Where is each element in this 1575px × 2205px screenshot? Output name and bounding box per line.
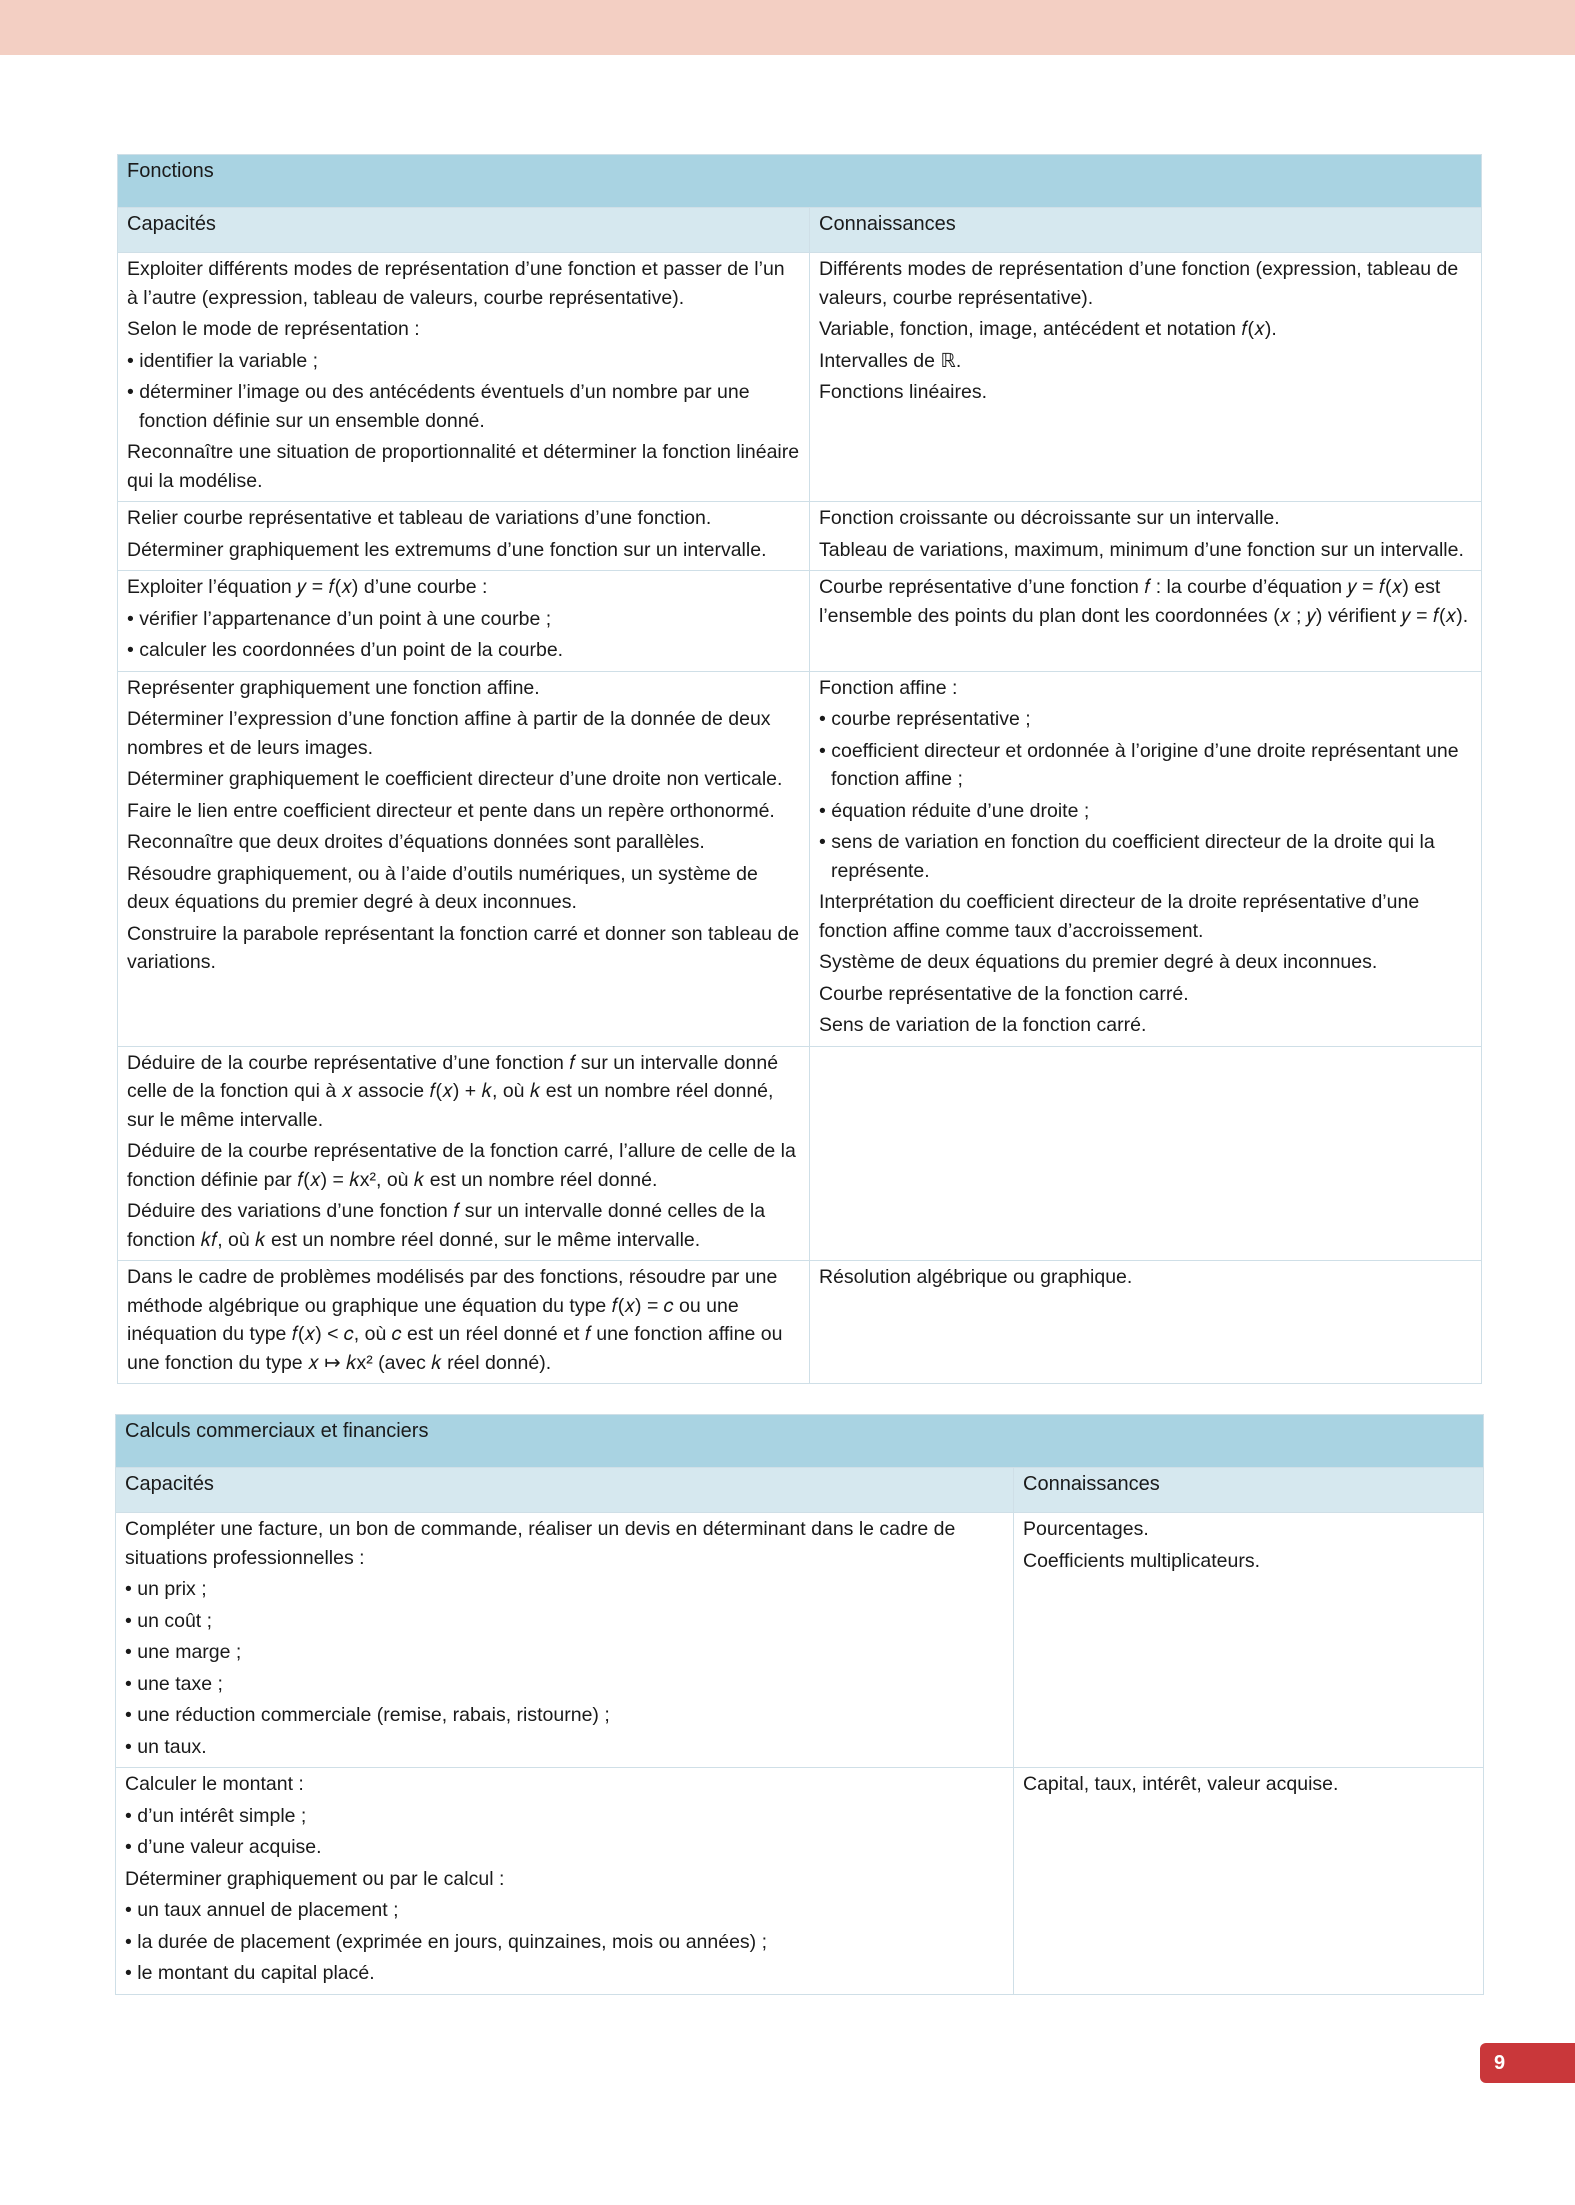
capacite-bullet: • vérifier l’appartenance d’un point à une courbe ; [127, 607, 552, 630]
capacite-text: Relier courbe représentative et tableau de variations d’une fonction. [127, 507, 712, 529]
connaissances-cell [810, 253, 1482, 502]
calculs-table [115, 1414, 1484, 1995]
table-row [118, 571, 1482, 672]
connaissances-cell [810, 502, 1482, 571]
capacite-text: Exploiter différents modes de représentation d’une fonction et passer de l’un à l’autre (expression, tableau de valeurs, courbe représentative). [127, 258, 785, 309]
table-row [118, 1261, 1482, 1384]
fonctions-col-capacites: Capacités [118, 208, 810, 253]
fonctions-table [117, 154, 1482, 1384]
capacite-text: Déduire de la courbe représentative de la fonction carré, l’allure de celle de la fonction définie par 𝑓(𝑥) = 𝑘x², où 𝑘 est un nombre réel donné. [127, 1140, 796, 1191]
capacite-text: Compléter une facture, un bon de commande, réaliser un devis en déterminant dans le cadre de situations professionnelles : [125, 1518, 956, 1569]
capacite-text: Selon le mode de représentation : [127, 318, 420, 340]
calculs-col-capacites: Capacités [116, 1468, 1014, 1513]
capacite-bullet: • d’un intérêt simple ; [125, 1804, 307, 1827]
capacite-text: Reconnaître une situation de proportionnalité et déterminer la fonction linéaire qui la modélise. [127, 441, 800, 492]
connaissance-text: Intervalles de ℝ. [819, 349, 962, 372]
capacite-text: Déterminer graphiquement ou par le calcul : [125, 1867, 505, 1890]
connaissance-text: Courbe représentative de la fonction carré. [819, 982, 1189, 1005]
capacites-cell [118, 1046, 810, 1261]
capacite-text: Calculer le montant : [125, 1773, 304, 1795]
connaissance-bullet: • courbe représentative ; [819, 708, 1031, 730]
table-row [116, 1768, 1484, 1995]
connaissance-text: Variable, fonction, image, antécédent et notation 𝑓(𝑥). [819, 318, 1277, 340]
capacite-text: Déduire de la courbe représentative d’une fonction 𝑓 sur un intervalle donné celle de la fonction qui à 𝑥 associe 𝑓(𝑥) + 𝑘, où 𝑘 est un nombre réel donné, sur le même intervalle. [127, 1051, 779, 1131]
fonctions-col-connaissances: Connaissances [810, 208, 1482, 253]
calculs-title: Calculs commerciaux et financiers [116, 1415, 1484, 1468]
capacite-text: Représenter graphiquement une fonction affine. [127, 676, 540, 699]
capacite-text: Déduire des variations d’une fonction 𝑓 sur un intervalle donné celles de la fonction 𝑘𝑓, où 𝑘 est un nombre réel donné, sur le même intervalle. [127, 1200, 766, 1251]
connaissance-text: Pourcentages. [1023, 1518, 1149, 1540]
capacite-text: Résoudre graphiquement, ou à l’aide d’outils numériques, un système de deux équations du premier degré à deux inconnues. [127, 862, 758, 913]
connaissances-cell [810, 1046, 1482, 1261]
connaissances-cell [810, 571, 1482, 672]
capacite-bullet: • d’une valeur acquise. [125, 1836, 322, 1858]
table-row [118, 502, 1482, 571]
capacite-bullet: • déterminer l’image ou des antécédents éventuels d’un nombre par une fonction définie sur un ensemble donné. [127, 381, 750, 432]
capacite-bullet: • une taxe ; [125, 1672, 223, 1695]
connaissance-bullet: • équation réduite d’une droite ; [819, 799, 1090, 822]
capacite-bullet: • identifier la variable ; [127, 349, 319, 372]
connaissance-text: Capital, taux, intérêt, valeur acquise. [1023, 1773, 1339, 1795]
capacite-bullet: • un taux annuel de placement ; [125, 1899, 399, 1921]
capacite-text: Déterminer graphiquement le coefficient directeur d’une droite non verticale. [127, 768, 783, 790]
connaissance-text: Fonction affine : [819, 676, 958, 699]
connaissance-text: Système de deux équations du premier degré à deux inconnues. [819, 951, 1378, 973]
connaissance-text: Coefficients multiplicateurs. [1023, 1549, 1260, 1572]
connaissances-cell [810, 1261, 1482, 1384]
capacites-cell [118, 571, 810, 672]
connaissance-text: Fonctions linéaires. [819, 381, 987, 403]
capacite-text: Exploiter l’équation 𝑦 = 𝑓(𝑥) d’une courbe : [127, 576, 488, 598]
capacite-text: Déterminer l’expression d’une fonction affine à partir de la donnée de deux nombres et de leurs images. [127, 708, 771, 759]
connaissances-cell [1014, 1768, 1484, 1995]
connaissance-text: Interprétation du coefficient directeur de la droite représentative d’une fonction affine comme taux d’accroissement. [819, 891, 1420, 942]
connaissance-text: Tableau de variations, maximum, minimum d’une fonction sur un intervalle. [819, 538, 1464, 561]
capacite-text: Déterminer graphiquement les extremums d’une fonction sur un intervalle. [127, 538, 767, 561]
capacite-text: Reconnaître que deux droites d’équations données sont parallèles. [127, 831, 705, 853]
connaissance-text: Fonction croissante ou décroissante sur un intervalle. [819, 507, 1280, 529]
connaissance-text: Sens de variation de la fonction carré. [819, 1014, 1147, 1036]
capacite-text: Construire la parabole représentant la fonction carré et donner son tableau de variations. [127, 922, 800, 973]
capacites-cell [118, 253, 810, 502]
capacite-bullet: • calculer les coordonnées d’un point de la courbe. [127, 639, 564, 661]
capacite-bullet: • un prix ; [125, 1578, 207, 1600]
table-row [118, 1046, 1482, 1261]
connaissance-bullet: • coefficient directeur et ordonnée à l’origine d’une droite représentant une fonction affine ; [819, 739, 1459, 790]
capacite-bullet: • une marge ; [125, 1641, 242, 1663]
capacite-text: Faire le lien entre coefficient directeur et pente dans un repère orthonormé. [127, 799, 775, 822]
connaissances-cell [1014, 1513, 1484, 1768]
connaissances-cell [810, 671, 1482, 1046]
capacite-text: Dans le cadre de problèmes modélisés par des fonctions, résoudre par une méthode algébrique ou graphique une équation du type 𝑓(𝑥) = 𝑐 ou une inéquation du type 𝑓(𝑥) < 𝑐, où 𝑐 est un réel donné et 𝑓 une fonction affine ou une fonction du type 𝑥 ↦ 𝑘x² (avec 𝑘 réel donné). [127, 1266, 783, 1374]
page-number: 9 [1480, 2043, 1575, 2083]
capacites-cell [118, 502, 810, 571]
capacite-bullet: • un taux. [125, 1735, 207, 1758]
capacites-cell [116, 1768, 1014, 1995]
fonctions-title: Fonctions [118, 155, 1482, 208]
calculs-col-connaissances: Connaissances [1014, 1468, 1484, 1513]
capacite-bullet: • le montant du capital placé. [125, 1962, 375, 1984]
capacite-bullet: • un coût ; [125, 1609, 213, 1632]
table-row [116, 1513, 1484, 1768]
connaissance-text: Courbe représentative d’une fonction 𝑓 : la courbe d’équation 𝑦 = 𝑓(𝑥) est l’ensemble des points du plan dont les coordonnées (𝑥 ; 𝑦) vérifient 𝑦 = 𝑓(𝑥). [819, 576, 1469, 627]
top-band [0, 0, 1575, 55]
capacite-bullet: • une réduction commerciale (remise, rabais, ristourne) ; [125, 1704, 610, 1726]
capacite-bullet: • la durée de placement (exprimée en jours, quinzaines, mois ou années) ; [125, 1930, 768, 1953]
capacites-cell [118, 671, 810, 1046]
table-row [118, 253, 1482, 502]
table-row [118, 671, 1482, 1046]
connaissance-text: Résolution algébrique ou graphique. [819, 1266, 1133, 1288]
connaissance-bullet: • sens de variation en fonction du coefficient directeur de la droite qui la représente. [819, 831, 1435, 882]
capacites-cell [116, 1513, 1014, 1768]
capacites-cell [118, 1261, 810, 1384]
connaissance-text: Différents modes de représentation d’une fonction (expression, tableau de valeurs, courbe représentative). [819, 258, 1459, 309]
